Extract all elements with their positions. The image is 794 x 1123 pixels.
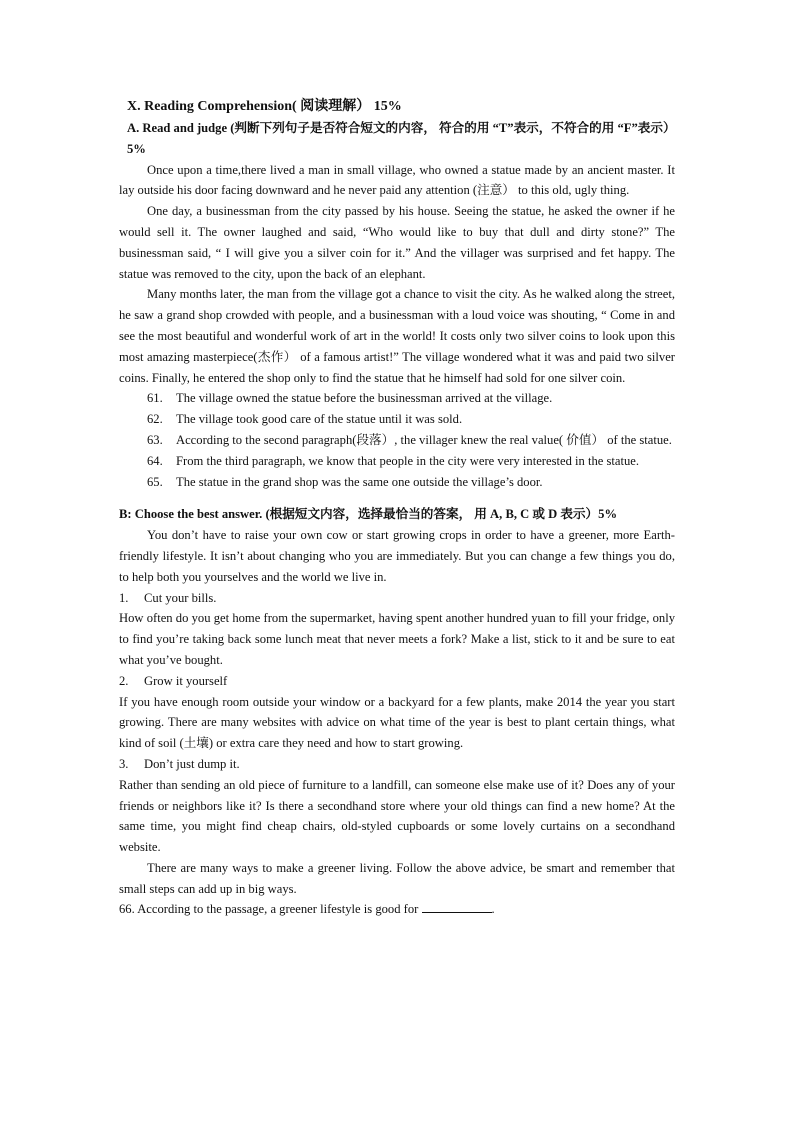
part-a-instruction: A. Read and judge (判断下列句子是否符合短文的内容， 符合的用 “T”表示，不符合的用 “F”表示）5% [127, 121, 670, 156]
question-text: 66. According to the passage, a greener lifestyle is good for [119, 902, 419, 917]
question-number: 63. [147, 432, 163, 447]
item-number: 1. [119, 590, 129, 605]
answer-blank[interactable] [422, 900, 492, 913]
passage-paragraph: Many months later, the man from the village got a chance to visit the city. As he walked along the street, he saw a grand shop crowded with people, and a businessman with a loud voice was shouting, “ Come in and see the most beautiful and wonderful work of art in the world! It costs only two silver coins to look upon this most amazing masterpiece(杰作） of a famous artist!” The village wondered what it was and paid two silver coins. Finally, he entered the shop only to find the statue that he himself had sold for one silver coin. [119, 287, 675, 385]
list-item-heading [119, 588, 675, 609]
question-65 [119, 472, 675, 493]
item-body: How often do you get home from the supermarket, having spent another hundred yuan to fill your fridge, only to find you’re taking back some lunch meat that never meets a fork? Make a list, stick to it and be sure to eat what you’ve bought. [119, 611, 675, 667]
question-62 [119, 409, 675, 430]
item-body: If you have enough room outside your window or a backyard for a few plants, make 2014 the year you start growing. There are many websites with advice on what time of the year is best to plant certain things, what kind of soil (土壤) or extra care they need and how to start growing. [119, 694, 675, 751]
item-heading: Don’t just dump it. [144, 756, 240, 771]
item-heading: Grow it yourself [144, 673, 228, 688]
passage-paragraph: Once upon a time,there lived a man in small village, who owned a statue made by an ancient master. It lay outside his door facing downward and he never paid any attention (注意） to this old, ugly thing. [119, 162, 675, 198]
question-text: The statue in the grand shop was the same one outside the village’s door. [176, 474, 543, 489]
item-heading: Cut your bills. [144, 590, 217, 605]
question-number: 65. [147, 474, 163, 489]
item-body: Rather than sending an old piece of furniture to a landfill, can someone else make use of it? Does any of your friends or neighbors like it? Is there a secondhand store where your old things can find a new home? At the same time, you might find cheap chairs, old-styled cupboards or some lovely curtains on a secondhand website. [119, 777, 675, 855]
question-number: 64. [147, 453, 163, 468]
passage-closing: There are many ways to make a greener living. Follow the above advice, be smart and remember that small steps can add up in big ways. [119, 860, 675, 896]
list-item-heading [119, 671, 675, 692]
question-number: 61. [147, 391, 163, 406]
spacer [119, 492, 675, 504]
question-63 [119, 430, 675, 451]
question-number: 62. [147, 412, 163, 427]
item-number: 3. [119, 756, 129, 771]
question-text: According to the second paragraph(段落）, the villager knew the real value( 价值） of the statue. [176, 432, 672, 447]
question-text: From the third paragraph, we know that people in the city were very interested in the statue. [176, 453, 640, 468]
section-title: X. Reading Comprehension( 阅读理解） 15% [127, 99, 402, 114]
part-b-instruction: B: Choose the best answer. (根据短文内容，选择最恰当的答案， 用 A, B, C 或 D 表示）5% [119, 507, 618, 522]
question-66: 66. According to the passage, a greener lifestyle is good for . [119, 902, 495, 917]
question-text: The village owned the statue before the businessman arrived at the village. [176, 391, 553, 406]
question-text: The village took good care of the statue until it was sold. [176, 412, 463, 427]
question-61 [119, 388, 675, 409]
worksheet-page [119, 96, 675, 920]
passage-paragraph: One day, a businessman from the city passed by his house. Seeing the statue, he asked the owner if he would sell it. The owner laughed and said, “Who would like to buy that dull and dirty stone?” The businessman said, “ I will give you a silver coin for it.” And the villager was surprised and fet happy. The statue was removed to the city, upon the back of an elephant. [119, 204, 675, 281]
item-number: 2. [119, 673, 129, 688]
passage-intro: You don’t have to raise your own cow or start growing crops in order to have a greener, more Earth-friendly lifestyle. It isn’t about changing who you are immediately. But you can change a few things you do, to help both you yourselves and the world we live in. [119, 528, 675, 584]
list-item-heading [119, 754, 675, 775]
question-64 [119, 451, 675, 472]
